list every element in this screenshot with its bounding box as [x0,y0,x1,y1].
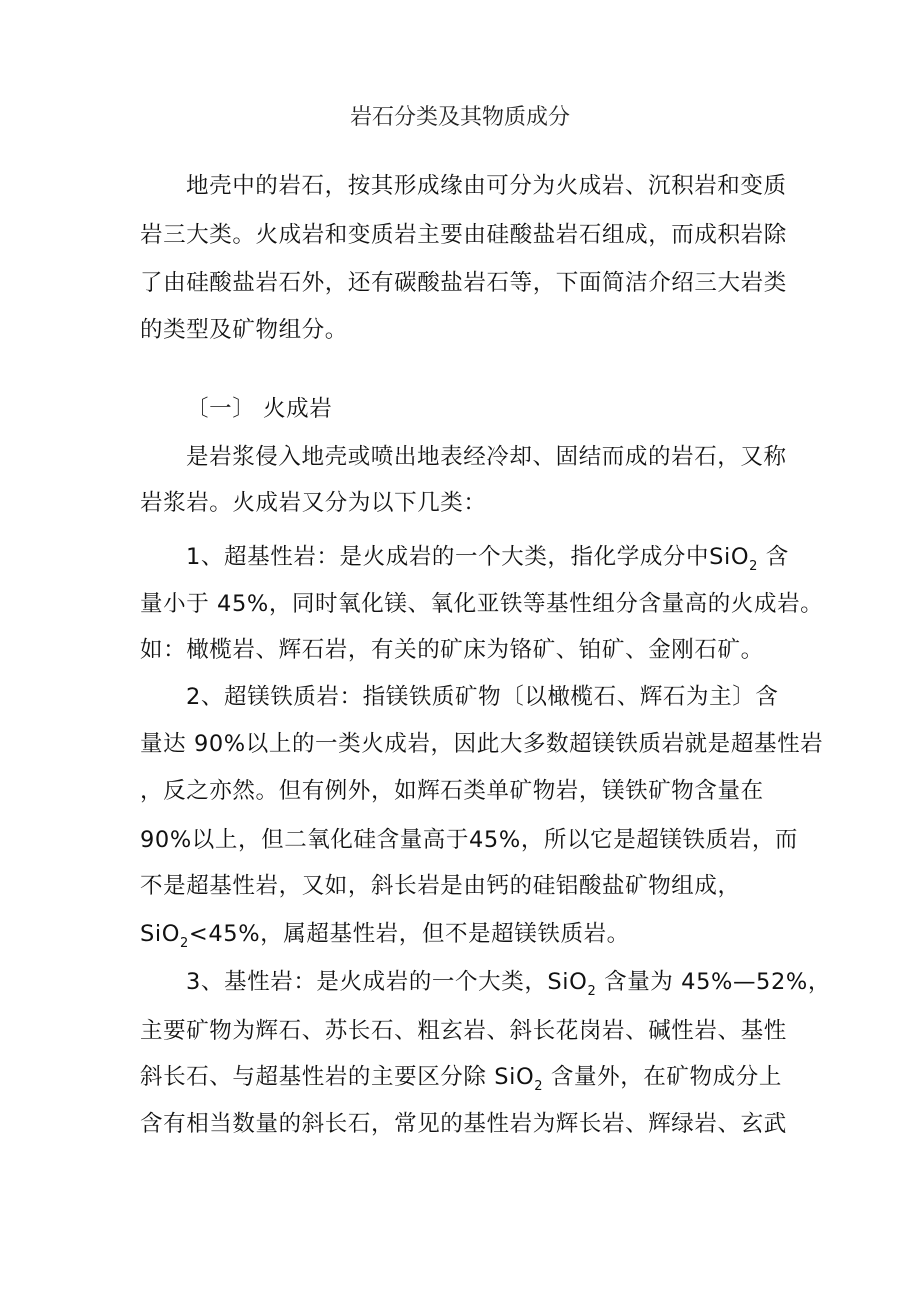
text-line [140,729,823,759]
text-line [140,871,741,901]
text-line [186,442,787,472]
text-segment: 90%以上，但二氧化硅含量高于45%，所以它是超镁铁质岩，而 [140,827,799,853]
text-segment: 岩三大类。火成岩和变质岩主要由硅酸盐岩石组成，而成积岩除 [140,222,787,248]
text-line [186,171,787,201]
text-line [140,776,764,806]
text-segment: 含量外，在矿物成分上 [543,1064,782,1090]
text-line [140,635,764,665]
subscript: 2 [587,984,597,999]
text-segment: 主要矿物为辉石、苏长石、粗玄岩、斜长花岗岩、碱性岩、基性 [140,1018,787,1044]
text-segment: 不是超基性岩，又如，斜长岩是由钙的硅铝酸盐矿物组成， [140,873,741,899]
text-line [140,1016,787,1046]
text-line [186,682,778,712]
text-segment: 地壳中的岩石，按其形成缘由可分为火成岩、沉积岩和变质 [186,173,787,199]
text-segment: 量小于 45%，同时氧化镁、氧化亚铁等基性组分含量高的火成岩。 [140,591,824,617]
text-segment: 的类型及矿物组分。 [140,317,348,343]
text-segment: 2、超镁铁质岩：指镁铁质矿物〔以橄榄石、辉石为主〕含 [186,684,779,710]
text-segment: 含量为 45%—52%， [596,969,831,995]
text-segment: 斜长石、与超基性岩的主要区分除 SiO [140,1064,535,1090]
text-segment: 量达 90%以上的一类火成岩，因此大多数超镁铁质岩就是超基性岩 [140,731,824,757]
text-segment: 含有相当数量的斜长石，常见的基性岩为辉长岩、辉绿岩、玄武 [140,1111,787,1137]
text-line [140,220,787,250]
text-line [186,967,831,1007]
text-line [186,542,789,582]
text-segment: ，反之亦然。但有例外，如辉石类单矿物岩，镁铁矿物含量在 [140,778,764,804]
document-title: 岩石分类及其物质成分 [349,105,570,130]
text-segment: 是岩浆侵入地壳或喷出地表经冷却、固结而成的岩石，又称 [186,444,787,470]
text-segment: 〔一〕 火成岩 [186,396,333,422]
subscript: 2 [534,1079,544,1094]
text-segment: SiO [140,921,181,947]
subscript: 2 [180,936,189,951]
text-line [140,589,823,619]
text-line [140,315,348,345]
text-segment: 3、基性岩：是火成岩的一个大类，SiO [186,969,588,995]
text-segment: <45%，属超基性岩，但不是超镁铁质岩。 [188,921,630,947]
text-line [140,1062,782,1102]
text-line [140,825,798,855]
text-segment: 1、超基性岩：是火成岩的一个大类，指化学成分中SiO [186,544,750,570]
text-line [140,1109,787,1139]
subscript: 2 [749,559,759,574]
text-line [140,488,487,518]
text-segment: 岩浆岩。火成岩又分为以下几类： [140,490,487,516]
text-segment: 含 [758,544,789,570]
text-line [140,268,787,298]
text-segment: 如：橄榄岩、辉石岩，有关的矿床为铬矿、铂矿、金刚石矿。 [140,637,764,663]
text-line [186,394,332,424]
text-line [140,919,630,959]
text-segment: 了由硅酸盐岩石外，还有碳酸盐岩石等，下面简洁介绍三大岩类 [140,270,787,296]
